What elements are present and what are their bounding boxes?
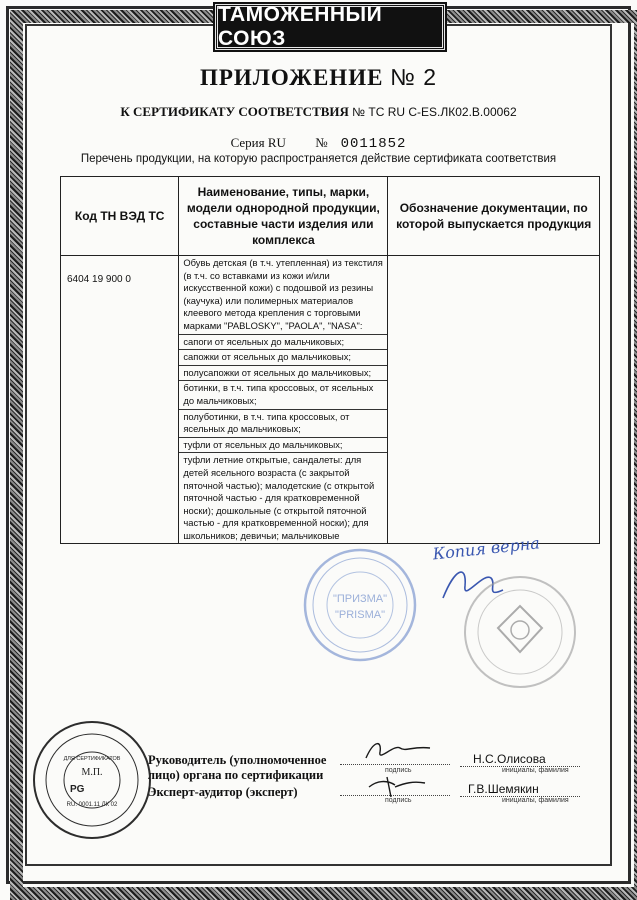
customs-union-banner: ТАМОЖЕННЫЙ СОЮЗ [215, 4, 445, 50]
secondary-seal [450, 570, 590, 700]
head-name-caption: инициалы, фамилия [502, 767, 569, 774]
product-item: ботинки, в т.ч. типа кроссовых, от ясельных до мальчиковых; [179, 381, 387, 409]
expert-name-caption: инициалы, фамилия [502, 797, 569, 804]
certificate-reference-prefix: К СЕРТИФИКАТУ СООТВЕТСТВИЯ [120, 104, 349, 119]
product-item: сапоги от ясельных до мальчиковых; [179, 335, 387, 351]
product-list-cell [179, 256, 388, 544]
header-product-name: Наименование, типы, марки, модели однородной продукции, составные части изделия или комплекса [179, 177, 388, 256]
seal-top-text: ДЛЯ СЕРТИФИКАТОВ [63, 756, 121, 762]
product-item: Обувь детская (в т.ч. утепленная) из текстиля (в т.ч. со вставками из кожи и/или искусственной кожи) с подошвой из резины (каучука) или полимерных материалов клеевого метода крепления с торговыми марками "PABLOSKY", "PAOLA", "NASA": [179, 256, 387, 335]
product-item: полусапожки от ясельных до мальчиковых; [179, 366, 387, 382]
head-label-line1: Руководитель (уполномоченное [148, 753, 327, 767]
appendix-number: № 2 [390, 64, 438, 90]
product-list-intro: Перечень продукции, на которую распространяется действие сертификата соответствия [80, 153, 557, 165]
copy-certified-text: Копия верна [431, 533, 541, 564]
expert-label: Эксперт-аудитор (эксперт) [148, 785, 298, 799]
product-table-header [61, 177, 600, 256]
header-documentation: Обозначение документации, по которой выпускается продукция [388, 177, 600, 256]
expert-signature-caption: подпись [385, 797, 412, 804]
head-label-line2: лицо) органа по сертификации [148, 768, 324, 782]
product-table-row [61, 256, 600, 544]
appendix-title-text: ПРИЛОЖЕНИЕ [199, 65, 384, 90]
series-label: Серия RU [230, 135, 286, 150]
certification-body-seal [28, 718, 156, 842]
head-signature-caption: подпись [385, 767, 412, 774]
series-number: 0011852 [340, 136, 407, 152]
stamp-name-en: "PRISMA" [335, 609, 385, 621]
head-name: Н.С.Олисова [473, 752, 546, 766]
tn-ved-code: 6404 19 900 0 [61, 256, 179, 544]
product-item: полуботинки, в т.ч. типа кроссовых, от ясельных до мальчиковых; [179, 410, 387, 438]
product-table [60, 176, 600, 544]
seal-code: RU. 0001.11 ЛК 02 [66, 802, 118, 808]
certificate-reference [0, 104, 637, 120]
expert-name: Г.В.Шемякин [468, 782, 539, 796]
appendix-title [0, 64, 637, 91]
documentation-cell [388, 256, 600, 544]
series-line [0, 135, 637, 152]
product-item: туфли летние открытые, сандалеты: для детей ясельного возраста (с закрытой пяточной частью); малодетские (с открытой пяточной частью - для кратковременной носки); дошкольные (с открытой пяточной частью - для кратковременной носки); для школьников; девичьи; мальчиковые [183, 454, 375, 541]
certificate-number: № ТС RU С-ES.ЛК02.В.00062 [352, 105, 517, 119]
head-signature [360, 736, 440, 766]
seal-mp: М.П. [81, 767, 103, 778]
expert-signature [365, 773, 435, 801]
svg-text:PG: PG [70, 784, 85, 795]
product-item: туфли от ясельных до мальчиковых; [179, 438, 387, 454]
stamp-name-ru: "ПРИЗМА" [332, 593, 388, 605]
product-item: сапожки от ясельных до мальчиковых; [179, 350, 387, 366]
series-no-sign: № [315, 135, 328, 150]
header-code: Код ТН ВЭД ТС [61, 177, 179, 256]
prisma-stamp [300, 545, 420, 665]
